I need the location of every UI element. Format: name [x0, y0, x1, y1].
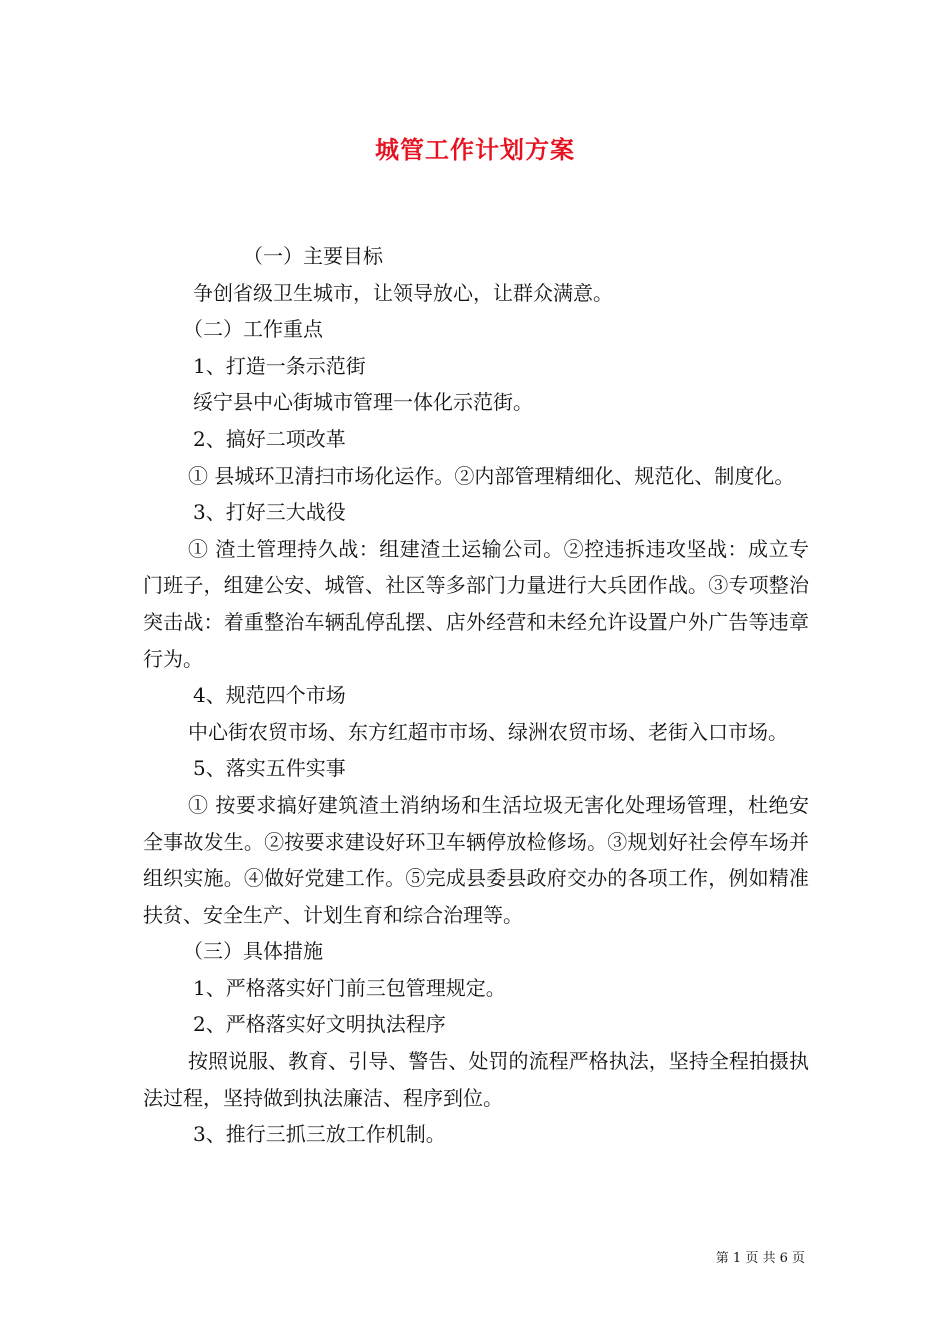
item-heading: 2、搞好二项改革 — [193, 426, 346, 451]
paragraph: ① 渣土管理持久战：组建渣土运输公司。②控违拆违攻坚战：成立专门班子，组建公安、城管、社区等多部门力量进行大兵团作战。③专项整治突击战：着重整治车辆乱停乱摆、店外经营和未经允许设置户外广告等违章行为。 — [143, 536, 809, 671]
item-heading: 4、规范四个市场 — [193, 683, 346, 708]
document-title: 城管工作计划方案 — [375, 135, 575, 164]
paragraph: ① 县城环卫清扫市场化运作。②内部管理精细化、规范化、制度化。 — [188, 463, 795, 488]
document-body — [143, 238, 809, 1153]
paragraph: 绥宁县中心街城市管理一体化示范街。 — [193, 390, 533, 415]
paragraph: 争创省级卫生城市，让领导放心，让群众满意。 — [193, 280, 613, 305]
paragraph: 按照说服、教育、引导、警告、处罚的流程严格执法，坚持全程拍摄执法过程，坚持做到执法廉洁、程序到位。 — [143, 1049, 809, 1110]
section-heading: （三）具体措施 — [183, 939, 323, 964]
item-heading: 3、推行三抓三放工作机制。 — [193, 1122, 446, 1147]
section-heading: （二）工作重点 — [183, 317, 323, 342]
page-number: 第 1 页 共 6 页 — [715, 1251, 805, 1266]
paragraph: ① 按要求搞好建筑渣土消纳场和生活垃圾无害化处理场管理，杜绝安全事故发生。②按要求建设好环卫车辆停放检修场。③规划好社会停车场并组织实施。④做好党建工作。⑤完成县委县政府交办的各项工作，例如精准扶贫、安全生产、计划生育和综合治理等。 — [143, 792, 809, 927]
section-heading: （一）主要目标 — [243, 244, 383, 268]
item-heading: 5、落实五件实事 — [193, 756, 346, 781]
item-heading: 2、严格落实好文明执法程序 — [193, 1012, 446, 1037]
paragraph: 中心街农贸市场、东方红超市市场、绿洲农贸市场、老街入口市场。 — [188, 719, 788, 744]
item-heading: 1、严格落实好门前三包管理规定。 — [193, 975, 506, 1000]
item-heading: 3、打好三大战役 — [193, 500, 346, 525]
item-heading: 1、打造一条示范街 — [193, 353, 366, 378]
